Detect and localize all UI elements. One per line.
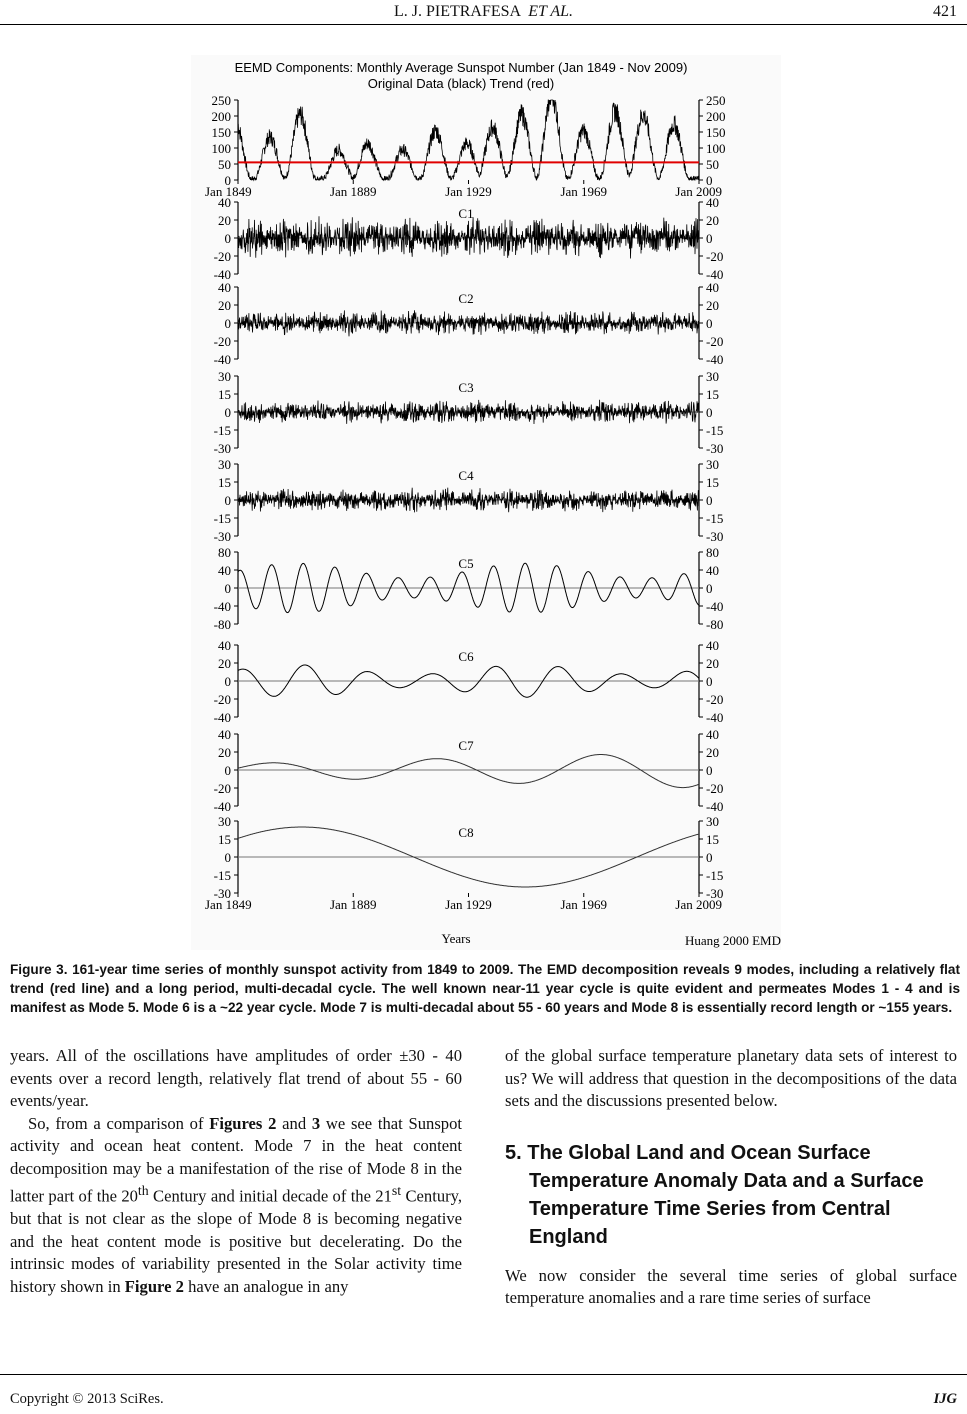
y-tick-label: 40 xyxy=(706,195,719,210)
y-tick-label: 15 xyxy=(706,475,719,490)
y-tick-label: 0 xyxy=(706,581,713,596)
page-footer xyxy=(0,1374,967,1407)
y-tick-label: 20 xyxy=(706,656,719,671)
y-tick-label: 100 xyxy=(211,141,231,156)
y-tick-label: 200 xyxy=(706,109,726,124)
figure-caption: Figure 3. 161-year time series of monthly sunspot activity from 1849 to 2009. The EMD decomposition reveals 9 modes, including a relatively flat trend (red line) and a long period, multi-decadal cycle. The well known near-11 year cycle is quite evident and permeates Modes 1 - 4 and is manifest as Mode 5. Mode 6 is a ~22 year cycle. Mode 7 is multi-decadal about 55 - 60 years and Mode 8 is essentially record length or ~155 years. xyxy=(10,962,960,1015)
y-tick-label: 40 xyxy=(218,563,231,578)
series-line xyxy=(238,216,699,258)
x-tick-label: Jan 1929 xyxy=(445,897,492,912)
y-tick-label: -20 xyxy=(706,249,724,264)
y-tick-label: 30 xyxy=(706,457,719,472)
y-tick-label: 30 xyxy=(706,814,719,829)
y-tick-label: 0 xyxy=(224,405,231,420)
y-tick-label: 0 xyxy=(224,316,231,331)
y-tick-label: 40 xyxy=(218,727,231,742)
y-tick-label: 30 xyxy=(706,369,719,384)
x-axis-label: Years xyxy=(441,931,471,946)
paragraph: years. All of the oscillations have amplitudes of order ±30 - 40 events over a record length, relatively flat trend of about 55 - 60 events/year. xyxy=(10,1046,462,1110)
y-tick-label: 30 xyxy=(218,457,231,472)
figure-title: EEMD Components: Monthly Average Sunspot Number (Jan 1849 - Nov 2009) xyxy=(234,60,688,75)
y-tick-label: 200 xyxy=(211,109,231,124)
section-heading: 5. The Global Land and Ocean Surface Temperature Anomaly Data and a Surface Temperature Time Series from Central England xyxy=(505,1141,924,1248)
y-tick-label: 40 xyxy=(706,638,719,653)
y-tick-label: 0 xyxy=(224,493,231,508)
y-tick-label: -40 xyxy=(706,710,724,725)
y-tick-label: 0 xyxy=(706,763,713,778)
y-tick-label: 0 xyxy=(224,674,231,689)
figure-ref[interactable]: 3 xyxy=(311,1113,321,1133)
y-tick-label: 20 xyxy=(706,745,719,760)
x-tick-label: Jan 1969 xyxy=(560,897,608,912)
y-tick-label: 0 xyxy=(706,316,713,331)
left-column xyxy=(10,1045,462,1298)
y-tick-label: -40 xyxy=(213,710,231,725)
y-tick-label: 0 xyxy=(224,850,231,865)
component-label: C7 xyxy=(458,738,474,753)
component-label: C4 xyxy=(458,468,474,483)
component-label: C2 xyxy=(458,291,474,306)
y-tick-label: 150 xyxy=(211,125,231,140)
y-tick-label: 15 xyxy=(218,832,231,847)
figure-ref[interactable]: Figure 2 xyxy=(124,1276,184,1296)
y-tick-label: -15 xyxy=(706,423,724,438)
y-tick-label: -30 xyxy=(706,529,724,544)
series-line xyxy=(238,100,699,180)
y-tick-label: -80 xyxy=(213,617,231,632)
y-tick-label: 30 xyxy=(218,814,231,829)
figure-credit: Huang 2000 EMD xyxy=(684,933,781,948)
y-tick-label: -30 xyxy=(706,886,724,901)
y-tick-label: 80 xyxy=(706,545,719,560)
y-tick-label: -15 xyxy=(213,423,231,438)
y-tick-label: 0 xyxy=(706,173,713,188)
component-label: C1 xyxy=(458,206,474,221)
y-tick-label: -15 xyxy=(213,868,231,883)
y-tick-label: -30 xyxy=(706,441,724,456)
y-tick-label: -15 xyxy=(213,511,231,526)
series-line xyxy=(238,755,699,788)
component-label: C5 xyxy=(458,556,474,571)
y-tick-label: -15 xyxy=(706,868,724,883)
y-tick-label: 0 xyxy=(706,231,713,246)
emd-chart xyxy=(191,55,781,950)
y-tick-label: -40 xyxy=(213,799,231,814)
y-tick-label: -20 xyxy=(706,781,724,796)
y-tick-label: 250 xyxy=(706,93,726,108)
x-tick-label: Jan 1889 xyxy=(329,184,377,199)
y-tick-label: -20 xyxy=(706,334,724,349)
y-tick-label: 20 xyxy=(218,213,231,228)
x-tick-label: Jan 2009 xyxy=(675,184,722,199)
y-tick-label: 40 xyxy=(706,727,719,742)
y-tick-label: 15 xyxy=(706,387,719,402)
x-tick-label: Jan 1969 xyxy=(560,184,608,199)
y-tick-label: 0 xyxy=(224,231,231,246)
header-et-al: ET AL. xyxy=(528,3,573,20)
copyright: Copyright © 2013 SciRes. xyxy=(10,1391,164,1407)
figure-subtitle: Original Data (black) Trend (red) xyxy=(367,76,555,91)
y-tick-label: 40 xyxy=(218,638,231,653)
y-tick-label: 0 xyxy=(706,674,713,689)
header-author: L. J. PIETRAFESA xyxy=(393,3,521,20)
y-tick-label: -20 xyxy=(213,249,231,264)
component-label: C3 xyxy=(458,380,474,395)
y-tick-label: -20 xyxy=(213,692,231,707)
y-tick-label: -40 xyxy=(706,799,724,814)
y-tick-label: 40 xyxy=(218,280,231,295)
y-tick-label: -15 xyxy=(706,511,724,526)
y-tick-label: 0 xyxy=(706,405,713,420)
y-tick-label: -30 xyxy=(213,886,231,901)
page-number: 421 xyxy=(933,3,957,20)
y-tick-label: 20 xyxy=(706,213,719,228)
y-tick-label: 50 xyxy=(218,157,231,172)
y-tick-label: 0 xyxy=(224,173,231,188)
header-rule xyxy=(0,24,967,25)
journal-name: IJG xyxy=(933,1391,957,1407)
page-header xyxy=(0,0,967,30)
y-tick-label: -20 xyxy=(213,334,231,349)
y-tick-label: -30 xyxy=(213,529,231,544)
y-tick-label: 20 xyxy=(218,656,231,671)
y-tick-label: 0 xyxy=(224,763,231,778)
x-tick-label: Jan 1849 xyxy=(205,897,252,912)
series-line xyxy=(238,488,699,513)
paragraph: So, from a comparison of Figures 2 and 3 we see that Sunspot activity and ocean heat content. Mode 7 in the heat content decomposition may be a manifestation of the rise of Mode 8 in the latter part of the 20th Century and initial decade of the 21st Century, but that is not clear as the slope of Mode 8 is becoming negative and the heat content mode is positive but decelerating. Do the intrinsic modes of variability presented in the Solar activity time history shown in Figure 2 have an analogue in any xyxy=(10,1113,463,1296)
y-tick-label: 15 xyxy=(218,475,231,490)
x-tick-label: Jan 1889 xyxy=(329,897,377,912)
y-tick-label: -30 xyxy=(213,441,231,456)
paragraph: We now consider the several time series of global surface temperature anomalies and a rare time series of surface xyxy=(505,1265,957,1307)
y-tick-label: 30 xyxy=(218,369,231,384)
y-tick-label: 80 xyxy=(218,545,231,560)
y-tick-label: 40 xyxy=(218,195,231,210)
y-tick-label: -80 xyxy=(706,617,724,632)
y-tick-label: -20 xyxy=(213,781,231,796)
y-tick-label: -40 xyxy=(213,267,231,282)
y-tick-label: 15 xyxy=(706,832,719,847)
figure-3 xyxy=(191,55,781,950)
x-tick-label: Jan 2009 xyxy=(675,897,722,912)
y-tick-label: -40 xyxy=(213,352,231,367)
y-tick-label: 0 xyxy=(224,581,231,596)
y-tick-label: -40 xyxy=(213,599,231,614)
figure-ref[interactable]: Figures 2 xyxy=(209,1113,277,1133)
x-tick-label: Jan 1849 xyxy=(205,184,252,199)
y-tick-label: 20 xyxy=(706,298,719,313)
x-tick-label: Jan 1929 xyxy=(445,184,492,199)
y-tick-label: 20 xyxy=(218,298,231,313)
y-tick-label: 15 xyxy=(218,387,231,402)
y-tick-label: 20 xyxy=(218,745,231,760)
right-column xyxy=(505,1045,957,1310)
y-tick-label: 100 xyxy=(706,141,726,156)
y-tick-label: 0 xyxy=(706,850,713,865)
y-tick-label: 40 xyxy=(706,563,719,578)
series-line xyxy=(238,400,699,424)
y-tick-label: 50 xyxy=(706,157,719,172)
y-tick-label: 250 xyxy=(211,93,231,108)
component-label: C6 xyxy=(458,649,474,664)
y-tick-label: -40 xyxy=(706,599,724,614)
y-tick-label: 0 xyxy=(706,493,713,508)
y-tick-label: -40 xyxy=(706,267,724,282)
y-tick-label: 40 xyxy=(706,280,719,295)
y-tick-label: -20 xyxy=(706,692,724,707)
component-label: C8 xyxy=(458,825,474,840)
paragraph: of the global surface temperature planetary data sets of interest to us? We will address that question in the decompositions of the data sets and the discussions presented below. xyxy=(505,1046,957,1110)
y-tick-label: 150 xyxy=(706,125,726,140)
y-tick-label: -40 xyxy=(706,352,724,367)
